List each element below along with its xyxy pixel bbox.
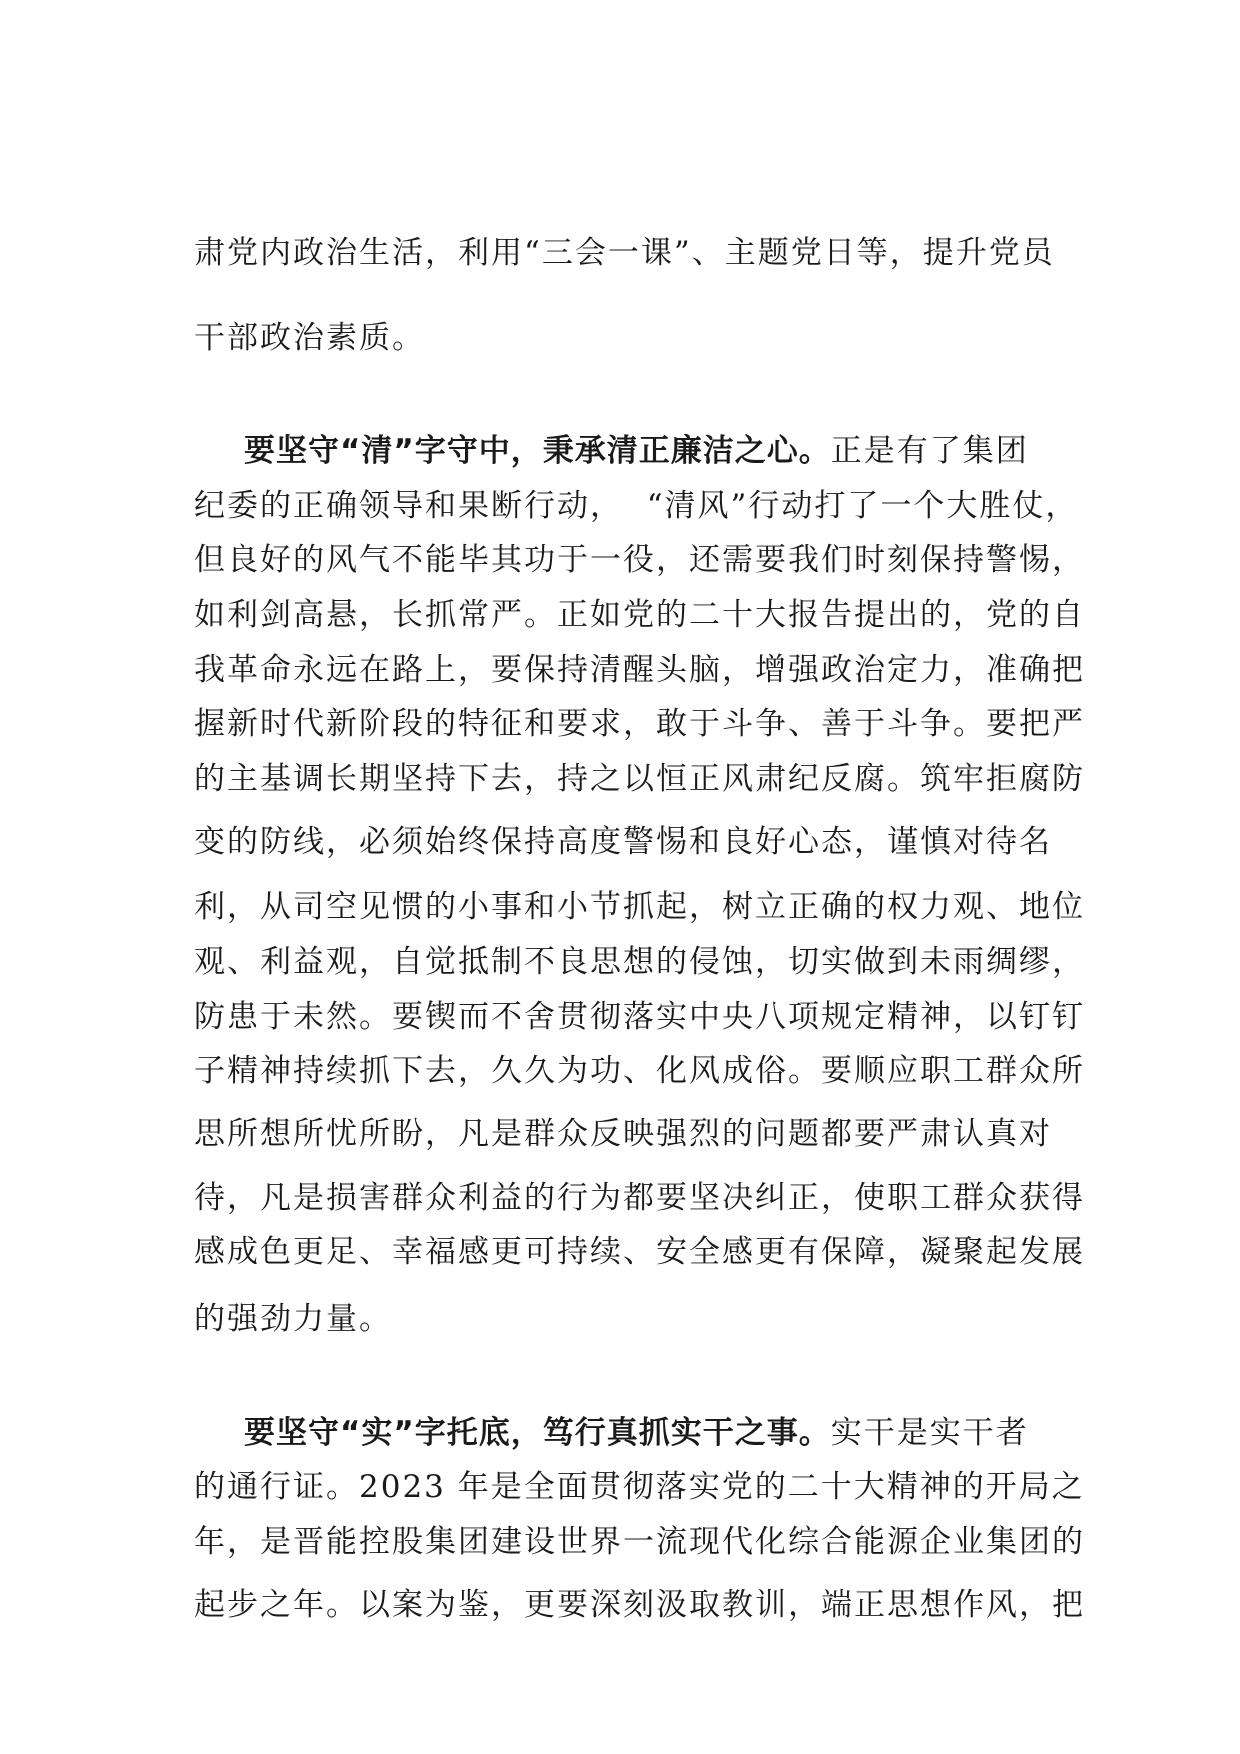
paragraph-2-line: 子精神持续抓下去，久久为功、化风成俗。要顺应职工群众所 (194, 1053, 1085, 1089)
paragraph-3-line: 起步之年。以案为鉴，更要深刻汲取教训，端正思想作风，把 (194, 1587, 1085, 1623)
paragraph-2-first-line-rest: 正是有了集团 (830, 433, 1029, 469)
paragraph-3-first-line-rest: 实干是实干者 (830, 1415, 1029, 1451)
paragraph-3-heading: 要坚守“实”字托底，笃行真抓实干之事。 (244, 1415, 831, 1451)
paragraph-2-line: 利，从司空见惯的小事和小节抓起，树立正确的权力观、地位 (194, 889, 1085, 925)
paragraph-2-line: 观、利益观，自觉抵制不良思想的侵蚀，切实做到未雨绸缪， (194, 944, 1085, 980)
paragraph-2-heading: 要坚守“清”字守中，秉承清正廉洁之心。 (244, 433, 831, 469)
paragraph-2-line: 思所想所忧所盼，凡是群众反映强烈的问题都要严肃认真对 (194, 1116, 1052, 1152)
paragraph-2-line: 待，凡是损害群众利益的行为都要坚决纠正，使职工群众获得 (194, 1180, 1085, 1216)
paragraph-3-first-line (244, 1413, 1039, 1453)
paragraph-2-line: 但良好的风气不能毕其功于一役，还需要我们时刻保持警惕， (194, 542, 1085, 578)
paragraph-1-line-1: 肃党内政治生活，利用“三会一课”、主题党日等，提升党员 (194, 235, 1055, 271)
paragraph-2-line: 纪委的正确领导和果断行动， “清风”行动打了一个大胜仗， (194, 488, 1079, 524)
paragraph-1-line-2: 干部政治素质。 (194, 320, 425, 356)
paragraph-2-line: 的强劲力量。 (194, 1301, 392, 1337)
paragraph-2-line: 握新时代新阶段的特征和要求，敢于斗争、善于斗争。要把严 (194, 706, 1085, 742)
paragraph-2-line: 我革命永远在路上，要保持清醒头脑，增强政治定力，准确把 (194, 652, 1085, 688)
paragraph-2-line: 如利剑高悬，长抓常严。正如党的二十大报告提出的，党的自 (194, 597, 1085, 633)
paragraph-2-line: 防患于未然。要锲而不舍贯彻落实中央八项规定精神，以钉钉 (194, 999, 1085, 1035)
paragraph-2-line: 变的防线，必须始终保持高度警惕和良好心态，谨慎对待名 (194, 824, 1052, 860)
paragraph-2-line: 的主基调长期坚持下去，持之以恒正风肃纪反腐。筑牢拒腐防 (194, 761, 1085, 797)
paragraph-2-line: 感成色更足、幸福感更可持续、安全感更有保障，凝聚起发展 (194, 1234, 1085, 1270)
paragraph-3-line: 的通行证。2023 年是全面贯彻落实党的二十大精神的开局之 (194, 1469, 1085, 1505)
paragraph-2-first-line (244, 431, 1039, 471)
paragraph-3-line: 年，是晋能控股集团建设世界一流现代化综合能源企业集团的 (194, 1524, 1085, 1560)
